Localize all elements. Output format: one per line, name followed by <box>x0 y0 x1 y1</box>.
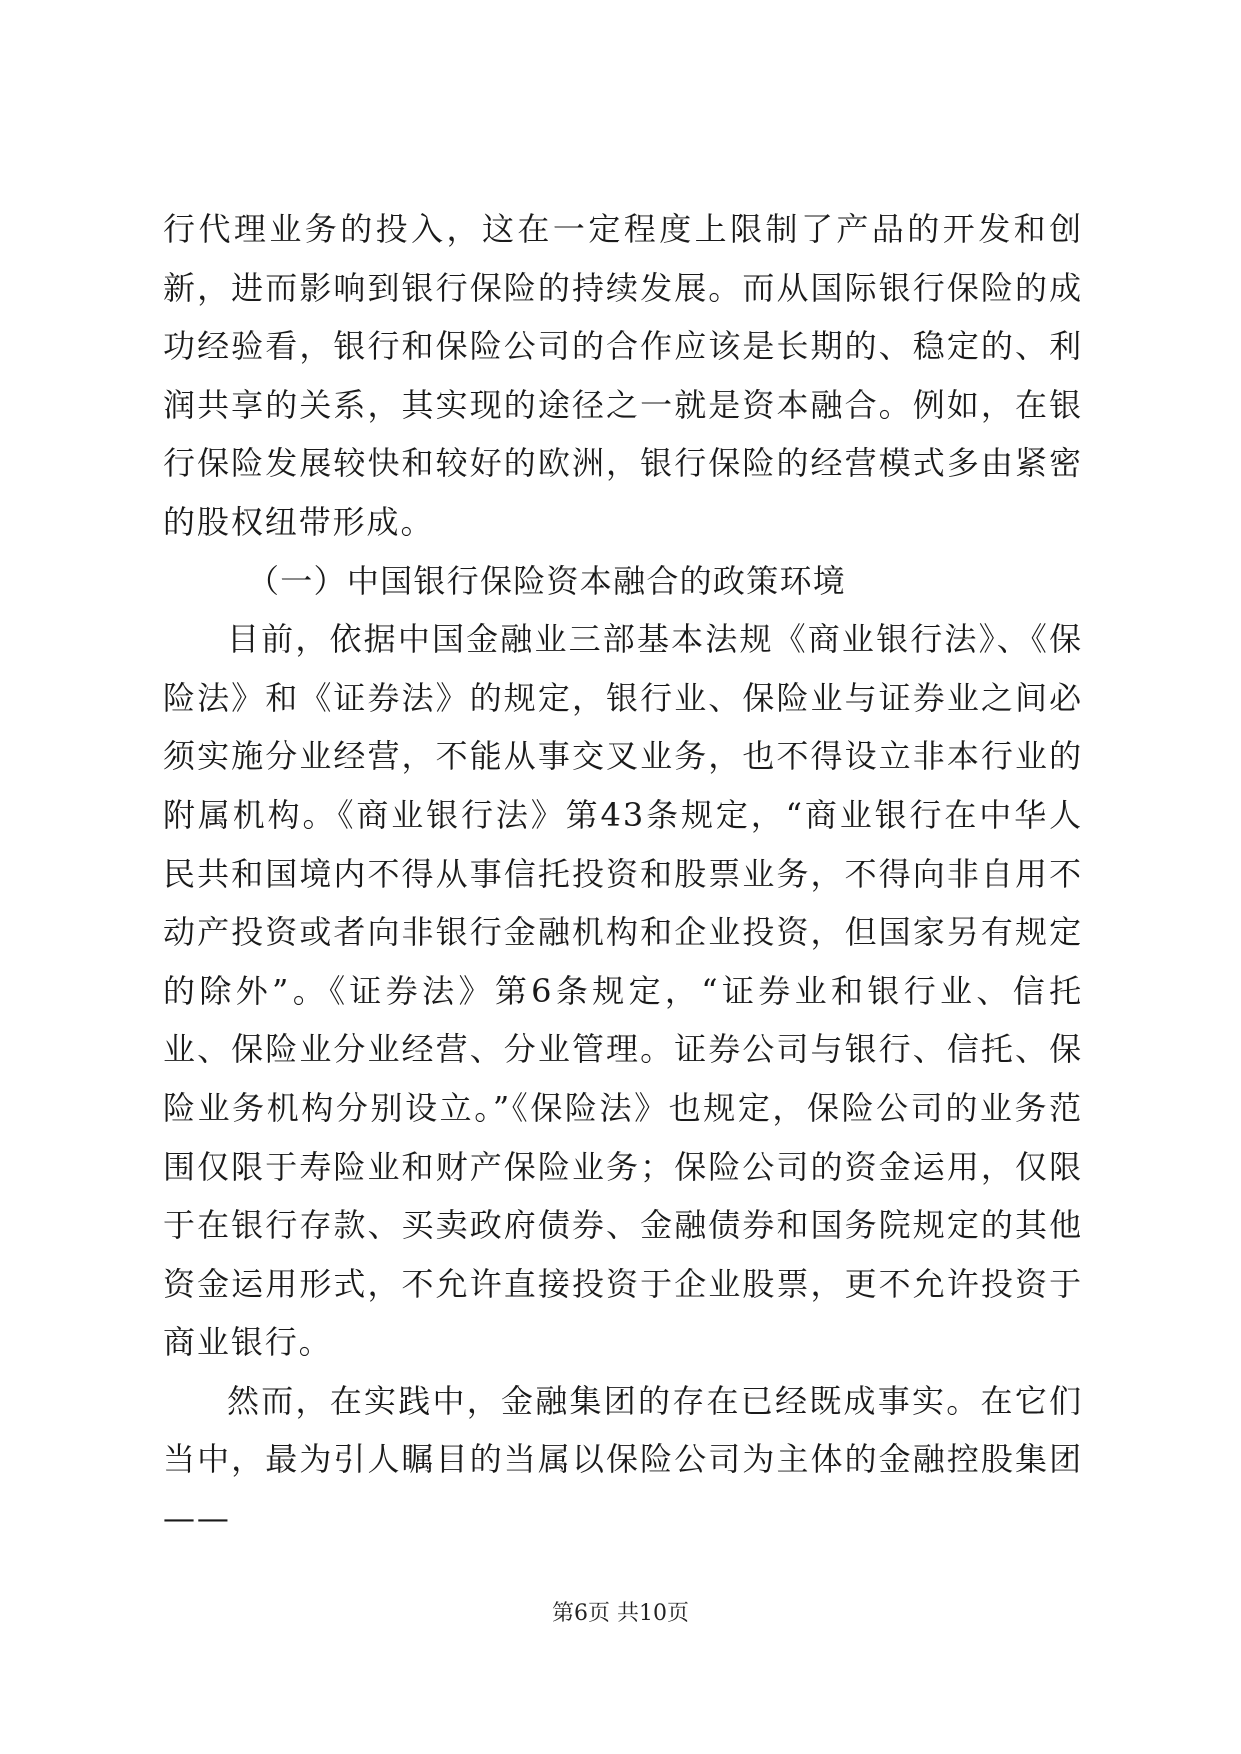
paragraph-practice: 然而，在实践中，金融集团的存在已经既成事实。在它们当中，最为引人瞩目的当属以保险公司为主体的金融控股集团—— <box>163 1381 1083 1538</box>
section-heading: （一）中国银行保险资本融合的政策环境 <box>247 561 847 600</box>
body-text <box>163 200 1083 1548</box>
paragraph-continuation: 行代理业务的投入，这在一定程度上限制了产品的开发和创新，进而影响到银行保险的持续发展。而从国际银行保险的成功经验看，银行和保险公司的合作应该是长期的、稳定的、利润共享的关系，其实现的途径之一就是资本融合。例如，在银行保险发展较快和较好的欧洲，银行保险的经营模式多由紧密的股权纽带形成。 <box>163 210 1083 541</box>
paragraph-policy: 目前，依据中国金融业三部基本法规《商业银行法》、《保险法》和《证券法》的规定，银行业、保险业与证券业之间必须实施分业经营，不能从事交叉业务，也不得设立非本行业的附属机构。《商业银行法》第43条规定，“商业银行在中华人民共和国境内不得从事信托投资和股票业务，不得向非自用不动产投资或者向非银行金融机构和企业投资，但国家另有规定的除外”。《证券法》第6条规定，“证券业和银行业、信托业、保险业分业经营、分业管理。证券公司与银行、信托、保险业务机构分别设立。”《保险法》也规定，保险公司的业务范围仅限于寿险业和财产保险业务；保险公司的资金运用，仅限于在银行存款、买卖政府债券、金融债券和国务院规定的其他资金运用形式，不允许直接投资于企业股票，更不允许投资于商业银行。 <box>163 620 1083 1362</box>
page-footer: 第6页 共10页 <box>552 1601 689 1626</box>
